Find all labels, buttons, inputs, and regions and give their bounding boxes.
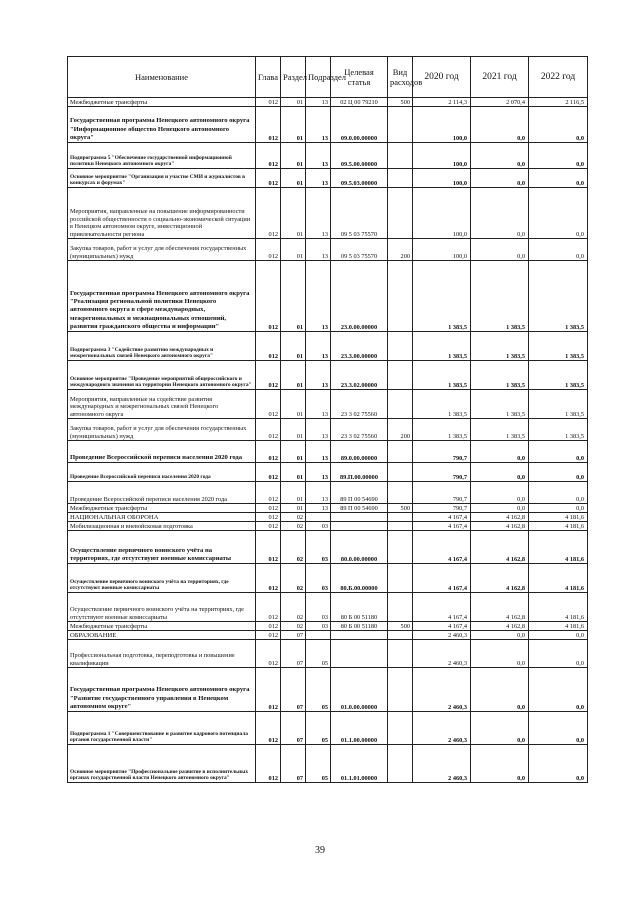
cell-target: 23.3.00.00000	[331, 332, 388, 361]
cell-razdel: 01	[281, 441, 306, 463]
table-row	[68, 361, 588, 390]
cell-2021: 4 162,8	[471, 622, 529, 631]
cell-2020: 100,0	[413, 169, 471, 188]
cell-2022: 0,0	[529, 441, 588, 463]
cell-target	[331, 640, 388, 668]
cell-razdel: 07	[281, 712, 306, 745]
cell-glava: 012	[256, 593, 281, 622]
cell-2020: 1 383,5	[413, 419, 471, 441]
cell-target: 80.Б.00.00000	[331, 564, 388, 593]
cell-2021: 1 383,5	[471, 261, 529, 332]
table-row	[68, 522, 588, 531]
cell-2020: 4 167,4	[413, 531, 471, 564]
cell-2021: 4 162,8	[471, 564, 529, 593]
cell-2022: 0,0	[529, 745, 588, 783]
table-row	[68, 188, 588, 239]
cell-2021: 4 162,8	[471, 513, 529, 522]
cell-glava: 012	[256, 169, 281, 188]
cell-vid	[388, 107, 413, 143]
cell-2021: 4 162,8	[471, 593, 529, 622]
cell-name: Осуществление первичного воинского учёта на территориях, где отсутствуют военные комиссариаты	[68, 593, 256, 622]
cell-glava: 012	[256, 482, 281, 504]
cell-vid	[388, 332, 413, 361]
cell-2020: 4 167,4	[413, 522, 471, 531]
cell-2021: 4 162,8	[471, 522, 529, 531]
cell-razdel: 07	[281, 668, 306, 712]
cell-2022: 0,0	[529, 239, 588, 261]
cell-target: 09.5.00.00000	[331, 143, 388, 169]
cell-2021: 0,0	[471, 188, 529, 239]
cell-podrazdel: 13	[306, 390, 331, 419]
cell-name: Государственная программа Ненецкого автономного округа "Информационное общество Ненецкого автономного округа"	[68, 107, 256, 143]
cell-razdel: 01	[281, 169, 306, 188]
cell-2020: 4 167,4	[413, 622, 471, 631]
cell-glava: 012	[256, 239, 281, 261]
cell-2022: 0,0	[529, 463, 588, 482]
table-body	[68, 98, 588, 783]
cell-vid	[388, 593, 413, 622]
cell-target: 09 5 03 75570	[331, 239, 388, 261]
cell-2020: 2 460,3	[413, 745, 471, 783]
cell-razdel: 01	[281, 361, 306, 390]
cell-2020: 1 383,5	[413, 261, 471, 332]
cell-vid: 500	[388, 504, 413, 513]
cell-razdel: 02	[281, 513, 306, 522]
cell-glava: 012	[256, 332, 281, 361]
cell-2022: 4 181,6	[529, 522, 588, 531]
cell-glava: 012	[256, 522, 281, 531]
cell-razdel: 01	[281, 239, 306, 261]
table-row	[68, 513, 588, 522]
cell-glava: 012	[256, 107, 281, 143]
cell-glava: 012	[256, 390, 281, 419]
cell-name: Проведение Всероссийской переписи населения 2020 года	[68, 482, 256, 504]
cell-podrazdel: 13	[306, 419, 331, 441]
cell-2021: 0,0	[471, 640, 529, 668]
cell-2022: 4 181,6	[529, 513, 588, 522]
cell-name: Мероприятия, направленные на содействие развития международных и межрегиональных связей Ненецкого автономного округа	[68, 390, 256, 419]
cell-name: Осуществление первичного воинского учёта на территориях, где отсутствуют военные комиссариаты	[68, 531, 256, 564]
table-row	[68, 564, 588, 593]
cell-vid	[388, 261, 413, 332]
header-vid: Вид расходов	[388, 57, 413, 98]
table-row	[68, 463, 588, 482]
cell-podrazdel: 13	[306, 143, 331, 169]
cell-vid: 500	[388, 98, 413, 107]
cell-razdel: 01	[281, 482, 306, 504]
header-target: Целевая статья	[331, 57, 388, 98]
cell-razdel: 01	[281, 98, 306, 107]
cell-target: 23 3 02 75560	[331, 419, 388, 441]
cell-2020: 4 167,4	[413, 513, 471, 522]
cell-target: 09.5.03.00000	[331, 169, 388, 188]
cell-2021: 1 383,5	[471, 332, 529, 361]
cell-name: Основное мероприятие "Организация и участие СМИ и журналистов в конкурсах и форумах"	[68, 169, 256, 188]
cell-2022: 4 181,6	[529, 593, 588, 622]
cell-glava: 012	[256, 531, 281, 564]
cell-vid: 200	[388, 419, 413, 441]
cell-vid	[388, 441, 413, 463]
cell-name: Закупка товаров, работ и услуг для обеспечения государственных (муниципальных) нужд	[68, 239, 256, 261]
cell-2020: 790,7	[413, 482, 471, 504]
cell-name: НАЦИОНАЛЬНАЯ ОБОРОНА	[68, 513, 256, 522]
cell-razdel: 01	[281, 504, 306, 513]
table-row	[68, 504, 588, 513]
cell-podrazdel: 13	[306, 261, 331, 332]
cell-name: Основное мероприятие "Профессиональное развитие в исполнительных органах государственной власти Ненецкого автономного округа"	[68, 745, 256, 783]
cell-2020: 1 383,5	[413, 390, 471, 419]
table-row	[68, 332, 588, 361]
cell-2022: 4 181,6	[529, 531, 588, 564]
cell-name: Межбюджетные трансферты	[68, 504, 256, 513]
cell-target: 09 5 03 75570	[331, 188, 388, 239]
cell-target: 01.1.01.00000	[331, 745, 388, 783]
cell-2022: 1 383,5	[529, 361, 588, 390]
cell-glava: 012	[256, 622, 281, 631]
cell-razdel: 01	[281, 463, 306, 482]
cell-podrazdel	[306, 631, 331, 640]
table-row	[68, 419, 588, 441]
cell-podrazdel: 05	[306, 745, 331, 783]
cell-2022: 4 181,6	[529, 622, 588, 631]
cell-vid	[388, 668, 413, 712]
cell-2022: 0,0	[529, 504, 588, 513]
table-row	[68, 441, 588, 463]
cell-vid	[388, 531, 413, 564]
cell-2020: 100,0	[413, 188, 471, 239]
table-row	[68, 107, 588, 143]
cell-2020: 790,7	[413, 441, 471, 463]
table-row	[68, 143, 588, 169]
cell-2020: 1 383,5	[413, 361, 471, 390]
table-row	[68, 482, 588, 504]
cell-podrazdel: 05	[306, 668, 331, 712]
cell-name: Осуществление первичного воинского учёта на территориях, где отсутствуют военные комиссариаты	[68, 564, 256, 593]
cell-glava: 012	[256, 143, 281, 169]
cell-glava: 012	[256, 640, 281, 668]
cell-2022: 0,0	[529, 107, 588, 143]
cell-2021: 0,0	[471, 668, 529, 712]
cell-razdel: 07	[281, 631, 306, 640]
cell-2021: 1 383,5	[471, 390, 529, 419]
cell-2022: 1 383,5	[529, 390, 588, 419]
cell-2020: 2 460,3	[413, 640, 471, 668]
cell-2020: 2 114,3	[413, 98, 471, 107]
cell-target: 89.П.00.00000	[331, 463, 388, 482]
table-row	[68, 640, 588, 668]
cell-vid	[388, 143, 413, 169]
table-header-row	[68, 57, 588, 98]
cell-2021: 0,0	[471, 463, 529, 482]
cell-vid	[388, 482, 413, 504]
cell-razdel: 01	[281, 332, 306, 361]
cell-target: 80 Б 00 51180	[331, 593, 388, 622]
cell-target: 01.1.00.00000	[331, 712, 388, 745]
cell-2022: 0,0	[529, 169, 588, 188]
cell-2021: 0,0	[471, 745, 529, 783]
cell-razdel: 07	[281, 745, 306, 783]
cell-target: 80.0.00.00000	[331, 531, 388, 564]
cell-2021: 0,0	[471, 482, 529, 504]
cell-razdel: 01	[281, 107, 306, 143]
cell-vid	[388, 390, 413, 419]
cell-name: Мероприятия, направленные на повышение информированности российской общественности о социально-экономической ситуации в Ненецком автономном округе, инвестиционной привлекательности региона	[68, 188, 256, 239]
cell-razdel: 02	[281, 531, 306, 564]
cell-2022: 0,0	[529, 188, 588, 239]
table-row	[68, 390, 588, 419]
cell-vid	[388, 640, 413, 668]
header-podrazdel: Подраздел	[306, 57, 331, 98]
table-row	[68, 593, 588, 622]
cell-glava: 012	[256, 361, 281, 390]
cell-2022: 1 383,5	[529, 261, 588, 332]
cell-glava: 012	[256, 463, 281, 482]
cell-target: 02 Ц 00 79210	[331, 98, 388, 107]
cell-name: Межбюджетные трансферты	[68, 622, 256, 631]
cell-target	[331, 513, 388, 522]
header-2021: 2021 год	[471, 57, 529, 98]
cell-podrazdel: 13	[306, 441, 331, 463]
header-2020: 2020 год	[413, 57, 471, 98]
cell-2020: 100,0	[413, 143, 471, 169]
cell-2021: 2 070,4	[471, 98, 529, 107]
table-row	[68, 261, 588, 332]
cell-glava: 012	[256, 188, 281, 239]
cell-razdel: 02	[281, 564, 306, 593]
cell-2021: 0,0	[471, 143, 529, 169]
cell-podrazdel: 03	[306, 522, 331, 531]
cell-2021: 4 162,8	[471, 531, 529, 564]
cell-podrazdel: 03	[306, 564, 331, 593]
cell-2022: 0,0	[529, 668, 588, 712]
table-row	[68, 622, 588, 631]
cell-vid	[388, 513, 413, 522]
cell-razdel: 02	[281, 593, 306, 622]
cell-2021: 0,0	[471, 239, 529, 261]
cell-2022: 0,0	[529, 640, 588, 668]
cell-vid	[388, 361, 413, 390]
cell-name: Подпрограмма 1 "Совершенствование и развитие кадрового потенциала органов государственной власти"	[68, 712, 256, 745]
cell-target: 23.3.02.00000	[331, 361, 388, 390]
cell-2022: 0,0	[529, 712, 588, 745]
cell-vid	[388, 564, 413, 593]
cell-glava: 012	[256, 564, 281, 593]
cell-target: 89.0.00.00000	[331, 441, 388, 463]
header-2022: 2022 год	[529, 57, 588, 98]
cell-2021: 1 383,5	[471, 419, 529, 441]
table-row	[68, 631, 588, 640]
cell-glava: 012	[256, 504, 281, 513]
cell-podrazdel: 13	[306, 332, 331, 361]
cell-2020: 1 383,5	[413, 332, 471, 361]
page-number: 39	[315, 845, 325, 856]
cell-2021: 0,0	[471, 441, 529, 463]
cell-2022: 0,0	[529, 631, 588, 640]
cell-glava: 012	[256, 98, 281, 107]
cell-2022: 2 116,5	[529, 98, 588, 107]
cell-target: 01.0.00.00000	[331, 668, 388, 712]
cell-razdel: 02	[281, 522, 306, 531]
cell-target: 09.0.00.00000	[331, 107, 388, 143]
header-razdel: Раздел	[281, 57, 306, 98]
cell-razdel: 07	[281, 640, 306, 668]
cell-2021: 0,0	[471, 169, 529, 188]
budget-table	[67, 56, 588, 783]
cell-name: Межбюджетные трансферты	[68, 98, 256, 107]
cell-podrazdel: 13	[306, 361, 331, 390]
cell-razdel: 01	[281, 261, 306, 332]
table-row	[68, 531, 588, 564]
cell-target: 23 3 02 75560	[331, 390, 388, 419]
cell-glava: 012	[256, 261, 281, 332]
table-row	[68, 169, 588, 188]
cell-vid	[388, 463, 413, 482]
cell-name: Закупка товаров, работ и услуг для обеспечения государственных (муниципальных) нужд	[68, 419, 256, 441]
cell-podrazdel	[306, 513, 331, 522]
header-glava: Глава	[256, 57, 281, 98]
cell-podrazdel: 13	[306, 107, 331, 143]
table-row	[68, 745, 588, 783]
cell-vid	[388, 188, 413, 239]
cell-podrazdel: 13	[306, 463, 331, 482]
cell-glava: 012	[256, 631, 281, 640]
cell-target: 89 П 00 54690	[331, 482, 388, 504]
cell-podrazdel: 13	[306, 98, 331, 107]
cell-glava: 012	[256, 745, 281, 783]
cell-vid	[388, 522, 413, 531]
cell-2020: 2 460,3	[413, 668, 471, 712]
cell-glava: 012	[256, 419, 281, 441]
cell-vid	[388, 631, 413, 640]
cell-2020: 2 460,3	[413, 712, 471, 745]
cell-razdel: 01	[281, 419, 306, 441]
cell-2020: 790,7	[413, 463, 471, 482]
cell-2022: 1 383,5	[529, 332, 588, 361]
cell-podrazdel: 05	[306, 712, 331, 745]
table-row	[68, 668, 588, 712]
cell-vid	[388, 169, 413, 188]
cell-2022: 0,0	[529, 143, 588, 169]
cell-name: Проведение Всероссийской переписи населения 2020 года	[68, 463, 256, 482]
cell-name: Подпрограмма 5 "Обеспечение государственной информационной политики Ненецкого автономного округа"	[68, 143, 256, 169]
cell-2021: 0,0	[471, 631, 529, 640]
cell-2021: 1 383,5	[471, 361, 529, 390]
table-row	[68, 712, 588, 745]
cell-glava: 012	[256, 668, 281, 712]
cell-2021: 0,0	[471, 504, 529, 513]
cell-vid	[388, 712, 413, 745]
cell-2020: 2 460,3	[413, 631, 471, 640]
cell-podrazdel: 05	[306, 640, 331, 668]
cell-podrazdel: 13	[306, 239, 331, 261]
cell-name: Проведение Всероссийской переписи населения 2020 года	[68, 441, 256, 463]
cell-podrazdel: 03	[306, 622, 331, 631]
cell-2022: 1 383,5	[529, 419, 588, 441]
cell-target: 89 П 00 54690	[331, 504, 388, 513]
cell-glava: 012	[256, 441, 281, 463]
cell-glava: 012	[256, 712, 281, 745]
cell-vid	[388, 745, 413, 783]
cell-podrazdel: 03	[306, 531, 331, 564]
cell-podrazdel: 13	[306, 482, 331, 504]
cell-2020: 100,0	[413, 107, 471, 143]
cell-name: Государственная программа Ненецкого автономного округа "Реализация региональной политики Ненецкого автономного округа в сфере международных, межрегиональных и межнациональных отношений, развития гражданского общества и информации"	[68, 261, 256, 332]
cell-target: 23.0.00.00000	[331, 261, 388, 332]
cell-name: Подпрограмма 3 "Содействие развитию международных и межрегиональных связей Ненецкого автономного округа"	[68, 332, 256, 361]
cell-razdel: 02	[281, 622, 306, 631]
cell-razdel: 01	[281, 188, 306, 239]
cell-2022: 4 181,6	[529, 564, 588, 593]
cell-vid: 500	[388, 622, 413, 631]
cell-2021: 0,0	[471, 107, 529, 143]
cell-name: ОБРАЗОВАНИЕ	[68, 631, 256, 640]
cell-name: Профессиональная подготовка, переподготовка и повышение квалификации	[68, 640, 256, 668]
cell-2022: 0,0	[529, 482, 588, 504]
cell-podrazdel: 13	[306, 188, 331, 239]
cell-2020: 4 167,4	[413, 564, 471, 593]
table-row	[68, 239, 588, 261]
cell-podrazdel: 03	[306, 593, 331, 622]
cell-razdel: 01	[281, 143, 306, 169]
cell-2020: 100,0	[413, 239, 471, 261]
cell-podrazdel: 13	[306, 504, 331, 513]
cell-podrazdel: 13	[306, 169, 331, 188]
table-row	[68, 98, 588, 107]
cell-target: 80 Б 00 51180	[331, 622, 388, 631]
cell-target	[331, 522, 388, 531]
cell-name: Мобилизационная и вневойсковая подготовка	[68, 522, 256, 531]
header-name: Наименование	[68, 57, 256, 98]
cell-target	[331, 631, 388, 640]
cell-glava: 012	[256, 513, 281, 522]
cell-2021: 0,0	[471, 712, 529, 745]
cell-name: Основное мероприятие "Проведение мероприятий общероссийского и международного значения на территории Ненецкого автономного округа"	[68, 361, 256, 390]
cell-vid: 200	[388, 239, 413, 261]
cell-name: Государственная программа Ненецкого автономного округа "Развитие государственного управления в Ненецком автономном округе"	[68, 668, 256, 712]
cell-razdel: 01	[281, 390, 306, 419]
cell-2020: 4 167,4	[413, 593, 471, 622]
cell-2020: 790,7	[413, 504, 471, 513]
